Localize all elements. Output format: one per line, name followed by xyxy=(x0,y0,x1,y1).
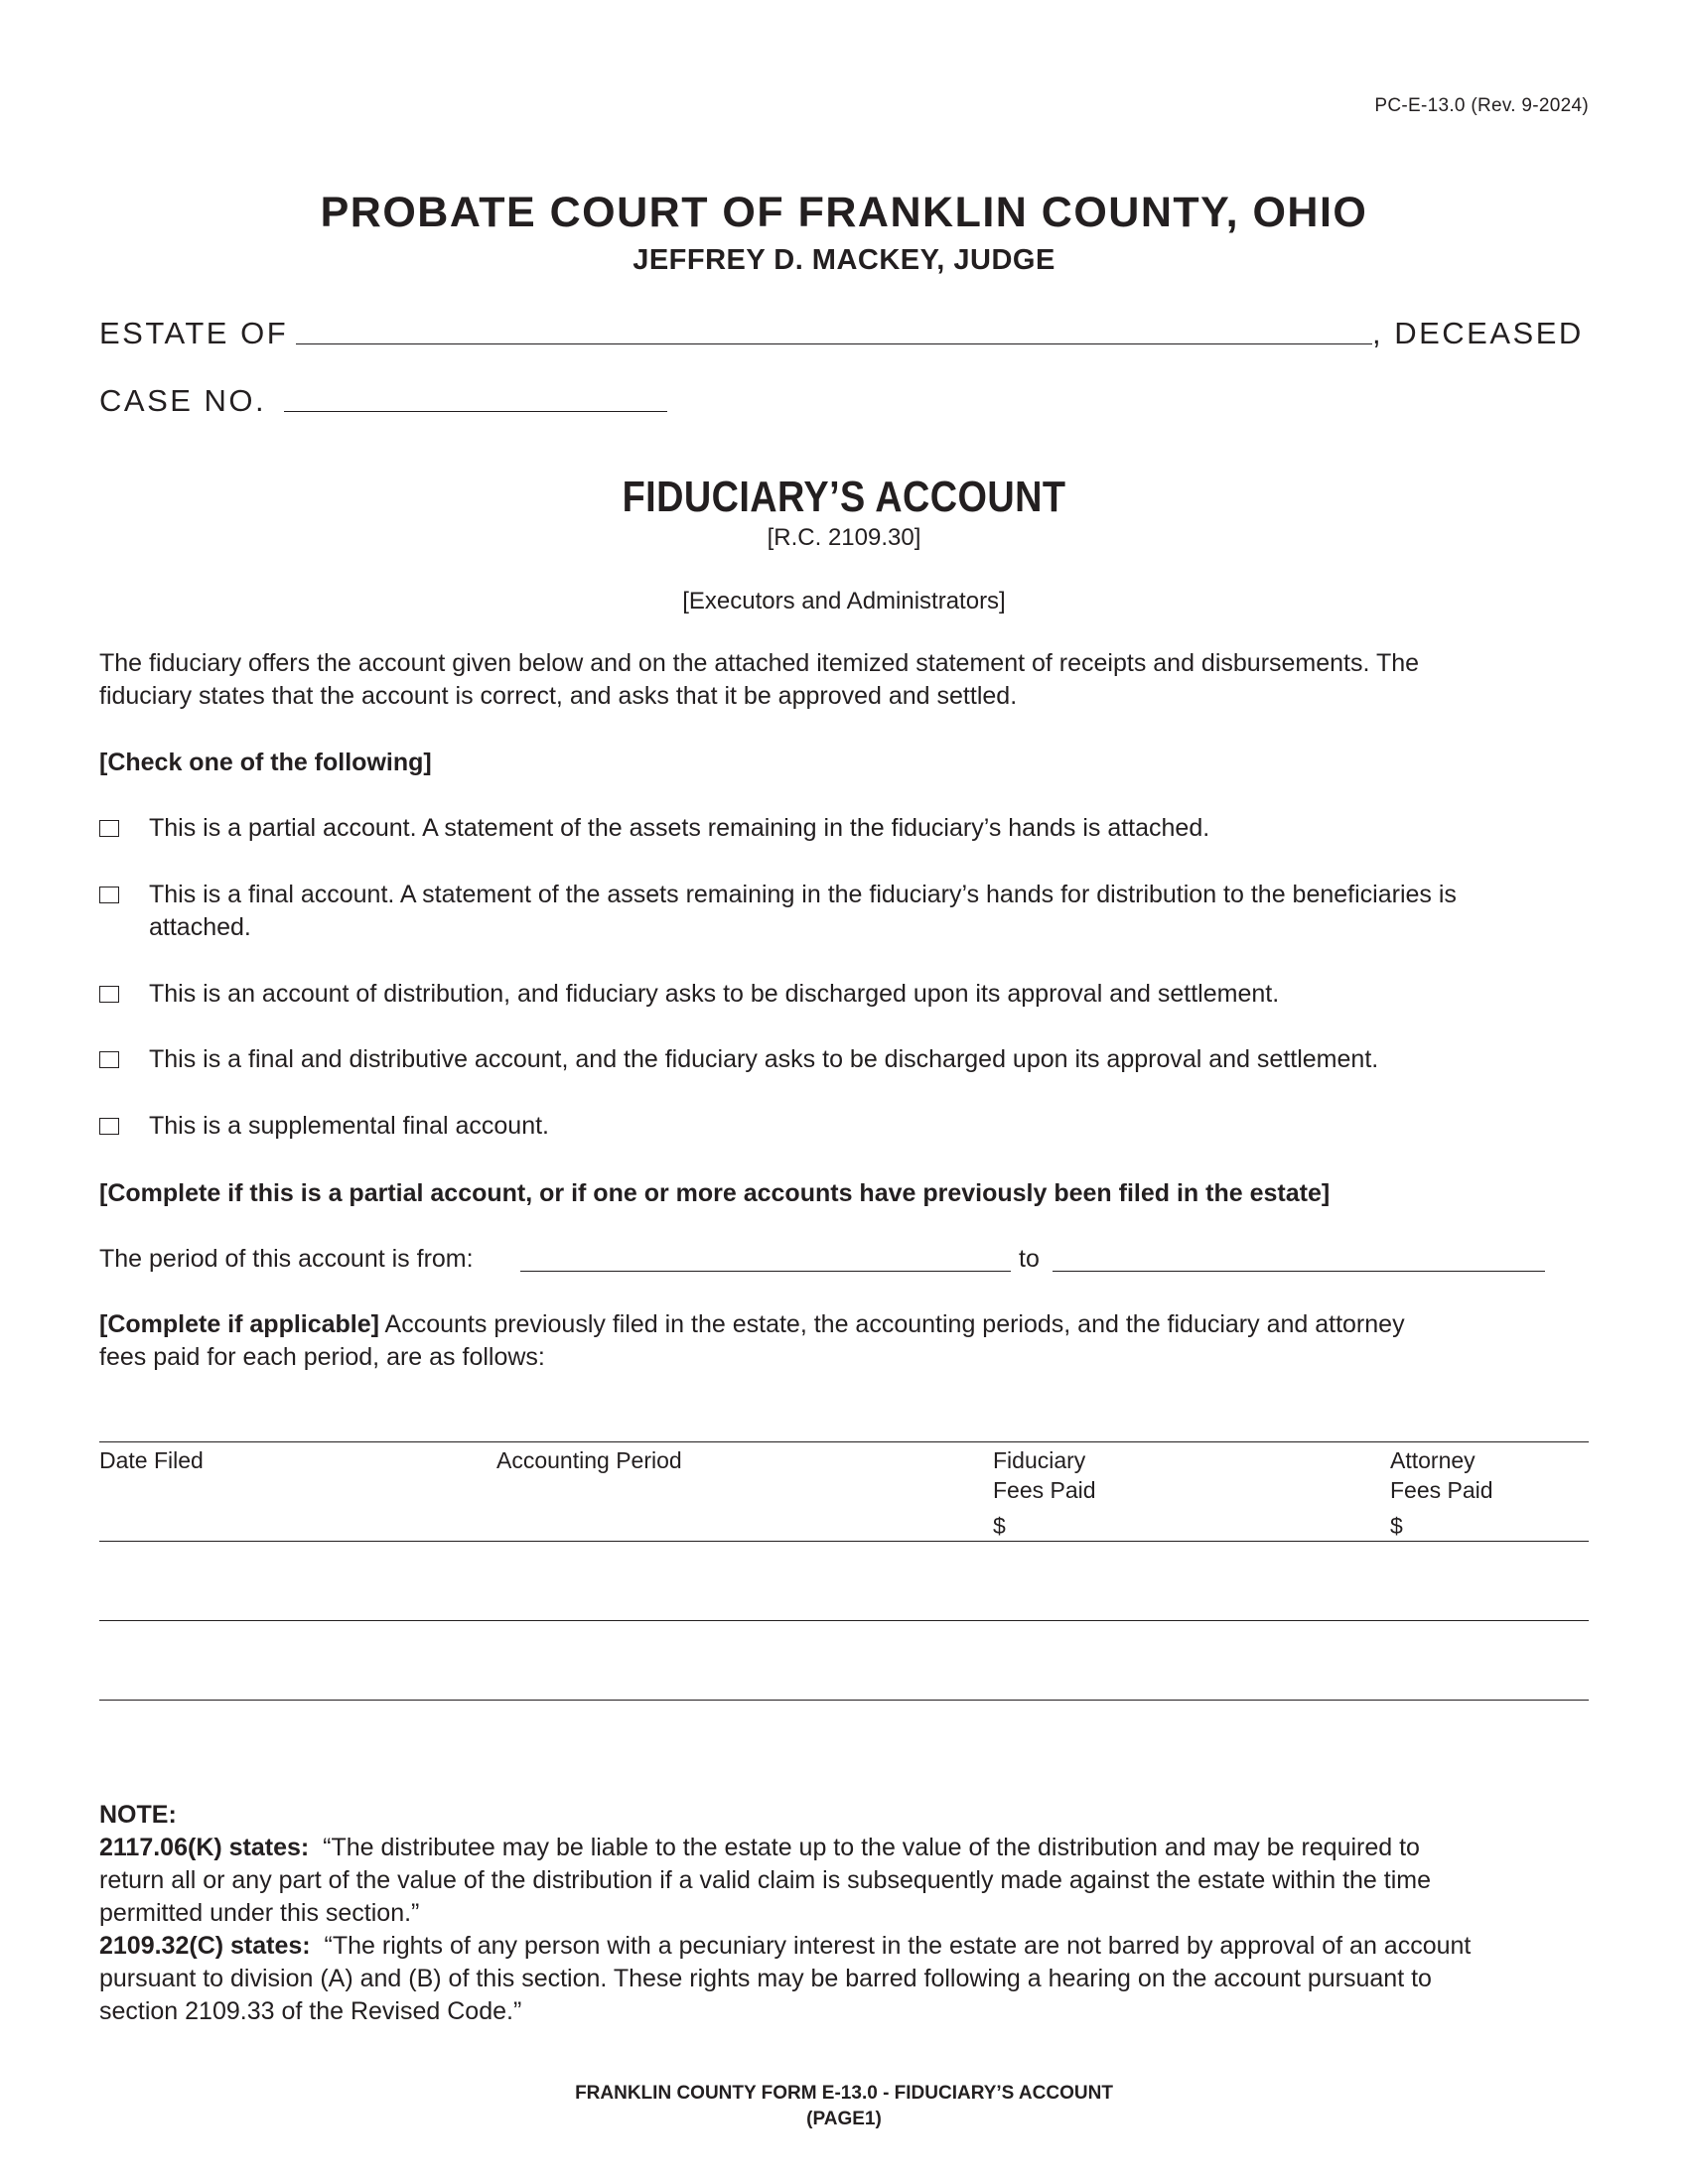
col-accounting-period: Accounting Period xyxy=(496,1447,682,1473)
option-final-distributive-account: This is a final and distributive account, and the fiduciary asks to be discharged upon its approval and settlement. xyxy=(149,1045,1379,1073)
intro-line-2: fiduciary states that the account is correct, and asks that it be approved and settled. xyxy=(99,682,1018,710)
note-2-line-3: section 2109.33 of the Revised Code.” xyxy=(99,1997,522,2025)
final-distributive-account-checkbox[interactable] xyxy=(99,1051,119,1068)
period-heading: [Complete if this is a partial account, or if one or more accounts have previously been filed in the estate] xyxy=(99,1179,1331,1207)
option-final-line-1: This is a final account. A statement of the assets remaining in the fiduciary’s hands for distribution to the beneficiaries is xyxy=(149,881,1457,908)
option-partial-account: This is a partial account. A statement of the assets remaining in the fiduciary’s hands is attached. xyxy=(149,814,1210,842)
note-block xyxy=(99,1799,1648,2028)
form-subtitle: [Executors and Administrators] xyxy=(682,588,1006,614)
check-heading: [Check one of the following] xyxy=(99,749,432,776)
deceased-label: , DECEASED xyxy=(1372,316,1584,350)
note-1-line-2: return all or any part of the value of the distribution if a valid claim is subsequently made against the estate within the time xyxy=(99,1866,1432,1894)
form-number: PC-E-13.0 (Rev. 9-2024) xyxy=(1374,95,1589,116)
previous-accounts-paragraph xyxy=(99,1308,1638,1374)
intro-line-1: The fiduciary offers the account given below and on the attached itemized statement of receipts and disbursements. The xyxy=(99,649,1420,677)
note-2-line-2: pursuant to division (A) and (B) of this section. These rights may be barred following a hearing on the account pursuant to xyxy=(99,1965,1432,1992)
option-distribution-account: This is an account of distribution, and fiduciary asks to be discharged upon its approval and settlement. xyxy=(149,980,1280,1008)
table-row-rule xyxy=(99,1700,1589,1701)
previous-line-2: fees paid for each period, are as follows: xyxy=(99,1343,545,1371)
col-attorney-line-1: Attorney xyxy=(1390,1447,1476,1473)
col-attorney-fees xyxy=(1390,1445,1493,1505)
note-1-lead: 2117.06(K) states: xyxy=(99,1834,310,1861)
note-2-line-1: “The rights of any person with a pecuniary interest in the estate are not barred by approval of an account xyxy=(310,1932,1472,1960)
supplemental-final-account-checkbox[interactable] xyxy=(99,1118,119,1135)
distribution-account-checkbox[interactable] xyxy=(99,986,119,1003)
note-2-lead: 2109.32(C) states: xyxy=(99,1932,311,1960)
footer-page: (PAGE1) xyxy=(806,2109,882,2129)
col-attorney-line-2: Fees Paid xyxy=(1390,1477,1493,1503)
note-1-line-3: permitted under this section.” xyxy=(99,1899,420,1927)
option-supplemental-final-account: This is a supplemental final account. xyxy=(149,1112,549,1140)
col-fiduciary-line-1: Fiduciary xyxy=(993,1447,1086,1473)
form-title: FIDUCIARY’S ACCOUNT xyxy=(622,473,1066,521)
intro-paragraph xyxy=(99,647,1628,713)
previous-line-1: Accounts previously filed in the estate, the accounting periods, and the fiduciary and attorney xyxy=(378,1310,1405,1338)
judge-name: JEFFREY D. MACKEY, JUDGE xyxy=(633,244,1055,276)
row1-fiduciary-currency: $ xyxy=(993,1513,1006,1539)
note-1-line-1: “The distributee may be liable to the estate up to the value of the distribution and may be required to xyxy=(309,1834,1420,1861)
period-to-field[interactable] xyxy=(1053,1271,1545,1272)
case-no-label: CASE NO. xyxy=(99,383,267,418)
court-name: PROBATE COURT OF FRANKLIN COUNTY, OHIO xyxy=(320,189,1368,236)
final-account-checkbox[interactable] xyxy=(99,887,119,903)
partial-account-checkbox[interactable] xyxy=(99,820,119,837)
table-row-rule xyxy=(99,1541,1589,1542)
period-from-label: The period of this account is from: xyxy=(99,1245,474,1273)
option-final-line-2: attached. xyxy=(149,913,251,941)
note-heading: NOTE: xyxy=(99,1801,177,1829)
footer-form-title: FRANKLIN COUNTY FORM E-13.0 - FIDUCIARY’S ACCOUNT xyxy=(575,2083,1113,2104)
col-fiduciary-fees xyxy=(993,1445,1096,1505)
option-final-account xyxy=(149,879,1457,944)
statute-reference: [R.C. 2109.30] xyxy=(767,524,921,551)
row1-attorney-currency: $ xyxy=(1390,1513,1403,1539)
period-to-label: to xyxy=(1019,1245,1040,1273)
col-date-filed: Date Filed xyxy=(99,1447,204,1473)
case-number-field[interactable] xyxy=(284,411,667,412)
period-from-field[interactable] xyxy=(520,1271,1011,1272)
previous-lead: [Complete if applicable] xyxy=(99,1310,379,1338)
estate-of-label: ESTATE OF xyxy=(99,316,289,350)
estate-name-field[interactable] xyxy=(296,343,1372,344)
table-top-rule xyxy=(99,1441,1589,1442)
col-fiduciary-line-2: Fees Paid xyxy=(993,1477,1096,1503)
table-row-rule xyxy=(99,1620,1589,1621)
